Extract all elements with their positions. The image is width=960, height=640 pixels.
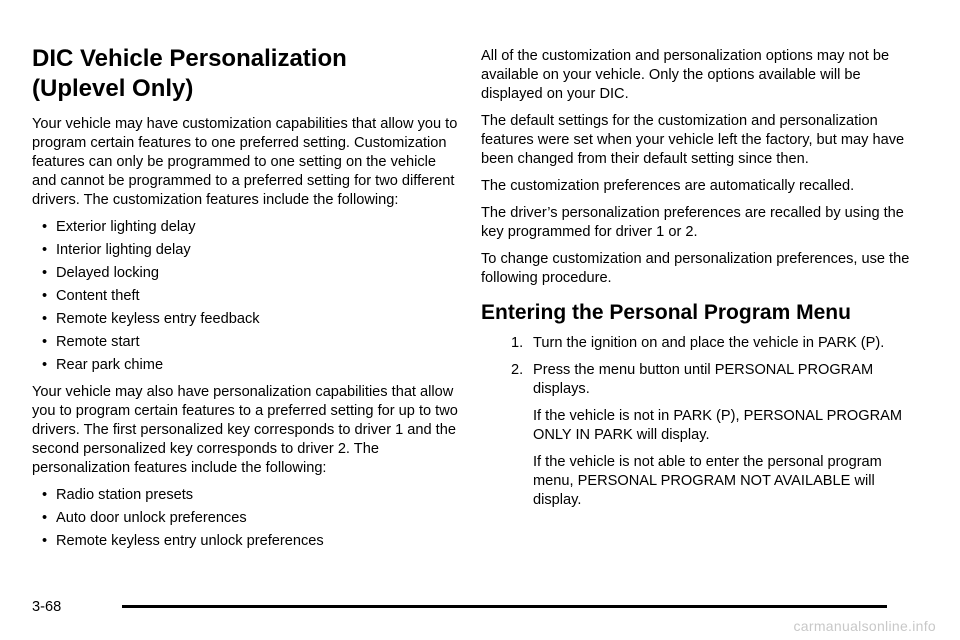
step-text: Turn the ignition on and place the vehicle in PARK (P). — [533, 335, 885, 351]
availability-paragraph: All of the customization and personalization options may not be available on your vehicle. Only the options available will be displayed on your DIC. — [481, 48, 890, 102]
section-title-line2: (Uplevel Only) — [32, 75, 194, 102]
customization-feature-list — [32, 218, 462, 375]
list-item: • Delayed locking — [42, 265, 160, 281]
recall-paragraph: The customization preferences are automatically recalled. — [481, 178, 855, 194]
personalization-intro: Your vehicle may also have personalization capabilities that allow you to program certain features to a preferred setting for up to two drivers. The first personalized key corresponds to driver 1 and the second personalized key corresponds to driver 2. The personalization features include the following: — [32, 384, 458, 476]
step-number: 2. — [511, 362, 524, 378]
bullet-icon: • — [42, 311, 48, 327]
section-title — [32, 44, 462, 104]
list-item: • Remote start — [42, 334, 140, 350]
bullet-icon: • — [42, 533, 48, 549]
section-title-line1: DIC Vehicle Personalization — [32, 45, 347, 72]
step-note: If the vehicle is not in PARK (P), PERSONAL PROGRAM ONLY IN PARK will display. — [533, 408, 903, 443]
list-item — [511, 361, 921, 510]
list-item: • Rear park chime — [42, 357, 164, 373]
list-item: • Radio station presets — [42, 487, 194, 503]
bullet-icon: • — [42, 334, 48, 350]
page-number: 3-68 — [32, 599, 62, 615]
list-item: • Content theft — [42, 288, 140, 304]
watermark: carmanualsonline.info — [793, 618, 936, 634]
left-column — [32, 0, 462, 559]
list-item: • Auto door unlock preferences — [42, 510, 247, 526]
right-column — [481, 0, 921, 518]
footer-divider — [122, 605, 887, 608]
bullet-icon: • — [42, 487, 48, 503]
list-item: • Remote keyless entry unlock preferences — [42, 533, 324, 549]
step-number: 1. — [511, 335, 524, 351]
step-text: Press the menu button until PERSONAL PROGRAM displays. — [533, 362, 874, 397]
personalization-feature-list — [32, 486, 462, 551]
driver-recall-paragraph: The driver’s personalization preferences are recalled by using the key programmed for driver 1 or 2. — [481, 205, 904, 240]
bullet-icon: • — [42, 242, 48, 258]
bullet-icon: • — [42, 265, 48, 281]
default-settings-paragraph: The default settings for the customization and personalization features were set when your vehicle left the factory, but may have been changed from their default setting since then. — [481, 113, 905, 167]
list-item — [511, 334, 921, 353]
list-item: • Interior lighting delay — [42, 242, 191, 258]
customization-intro: Your vehicle may have customization capabilities that allow you to program certain features to one preferred setting. Customization features can only be programmed to one setting on the vehicle and cannot be programmed to a preferred setting for two different drivers. The customization features include the following: — [32, 116, 458, 208]
procedure-steps — [481, 334, 921, 510]
step-note: If the vehicle is not able to enter the personal program menu, PERSONAL PROGRAM NOT AVAILABLE will display. — [533, 454, 882, 508]
bullet-icon: • — [42, 288, 48, 304]
bullet-icon: • — [42, 510, 48, 526]
list-item: • Exterior lighting delay — [42, 219, 196, 235]
procedure-paragraph: To change customization and personalization preferences, use the following procedure. — [481, 251, 910, 286]
bullet-icon: • — [42, 219, 48, 235]
bullet-icon: • — [42, 357, 48, 373]
list-item: • Remote keyless entry feedback — [42, 311, 260, 327]
subsection-heading: Entering the Personal Program Menu — [481, 301, 851, 324]
